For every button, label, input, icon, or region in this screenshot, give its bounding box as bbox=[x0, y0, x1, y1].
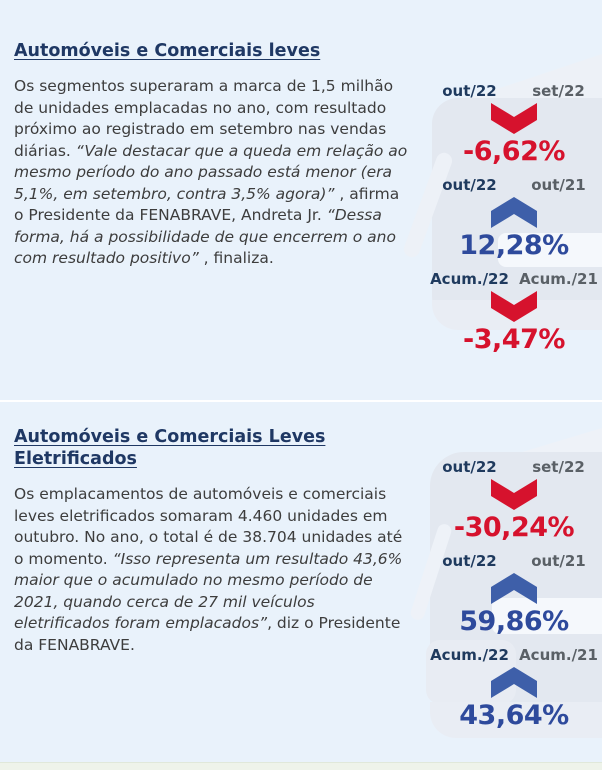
stat-labels bbox=[430, 176, 598, 194]
stat-label-compare: set/22 bbox=[532, 458, 585, 476]
stat-labels bbox=[430, 646, 598, 664]
next-section-edge bbox=[0, 762, 602, 770]
section-paragraph bbox=[14, 76, 412, 270]
stat-label-current: Acum./22 bbox=[430, 270, 509, 288]
quote-text: “Vale destacar que a queda em relação ao mesmo período do ano passado está menor (era 5,1%, em setembro, contra 3,5% agora)” bbox=[14, 141, 408, 203]
stat-label-current: out/22 bbox=[442, 458, 497, 476]
stat-label-compare: out/21 bbox=[531, 552, 586, 570]
stat-block bbox=[426, 646, 602, 731]
arrow-down-icon bbox=[491, 103, 537, 134]
stat-label-compare: Acum./21 bbox=[519, 270, 598, 288]
arrow-down-icon bbox=[491, 479, 537, 510]
stat-labels bbox=[430, 552, 598, 570]
arrow-up-icon bbox=[491, 573, 537, 604]
section-title: Automóveis e Comerciais leves bbox=[14, 41, 321, 61]
body-text: , afirma o Presidente da FENABRAVE, Andreta Jr. bbox=[14, 184, 400, 224]
stat-label-current: out/22 bbox=[442, 82, 497, 100]
stat-value: 43,64% bbox=[459, 700, 569, 731]
arrow-up-icon bbox=[491, 667, 537, 698]
stat-labels bbox=[430, 458, 598, 476]
stat-labels bbox=[430, 82, 598, 100]
body-text: , diz o Presidente da FENABRAVE. bbox=[14, 614, 401, 654]
stat-block bbox=[426, 82, 602, 167]
arrow-down-icon bbox=[491, 291, 537, 322]
stats-list bbox=[426, 458, 602, 740]
quote-text: “Isso representa um resultado 43,6% maior que o acumulado no mesmo período de 2021, quando cerca de 27 mil veículos eletrificados foram emplacados” bbox=[14, 549, 403, 632]
stat-label-compare: Acum./21 bbox=[519, 646, 598, 664]
stat-value: 59,86% bbox=[459, 606, 569, 637]
stats-column bbox=[426, 82, 602, 364]
stat-labels bbox=[430, 270, 598, 288]
body-text: , finaliza. bbox=[198, 249, 274, 267]
arrow-up-icon bbox=[491, 197, 537, 228]
stat-block bbox=[426, 270, 602, 355]
stat-block bbox=[426, 552, 602, 637]
stat-block bbox=[426, 176, 602, 261]
stats-list bbox=[426, 82, 602, 364]
stat-label-compare: set/22 bbox=[532, 82, 585, 100]
text-column bbox=[0, 0, 412, 270]
stat-value: -3,47% bbox=[463, 324, 565, 355]
stat-label-current: out/22 bbox=[442, 552, 497, 570]
quote-text: “Dessa forma, há a possibilidade de que encerrem o ano com resultado positivo” bbox=[14, 206, 396, 267]
stat-label-compare: out/21 bbox=[531, 176, 586, 194]
body-text: Os emplacamentos de automóveis e comerciais leves eletrificados somaram 4.460 unidades em outubro. No ano, o total é de 38.704 unidades até o momento. bbox=[14, 485, 403, 568]
stats-column bbox=[426, 458, 602, 740]
stat-value: -6,62% bbox=[463, 136, 565, 167]
stat-label-current: out/22 bbox=[442, 176, 497, 194]
stat-block bbox=[426, 458, 602, 543]
text-column bbox=[0, 402, 412, 656]
section-automoveis-leves-eletrificados bbox=[0, 402, 602, 763]
stat-label-current: Acum./22 bbox=[430, 646, 509, 664]
body-text: Os segmentos superaram a marca de 1,5 milhão de unidades emplacadas no ano, com resultado próximo ao registrado em setembro nas vendas diárias. bbox=[14, 77, 394, 160]
stat-value: -30,24% bbox=[453, 512, 575, 543]
section-title: Automóveis e Comerciais Leves Eletrificados bbox=[14, 427, 326, 469]
stat-value: 12,28% bbox=[459, 230, 569, 261]
section-paragraph bbox=[14, 484, 412, 656]
